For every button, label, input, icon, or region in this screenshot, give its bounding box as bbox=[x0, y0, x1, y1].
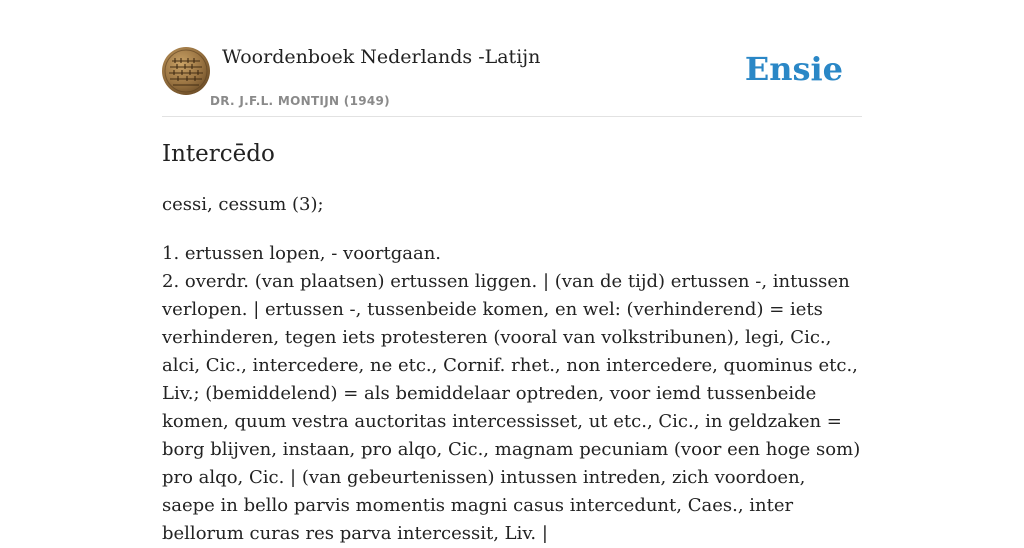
book-author[interactable]: DR. J.F.L. MONTIJN (1949) bbox=[210, 94, 390, 108]
entry-headword: Intercēdo bbox=[162, 141, 275, 167]
page-header bbox=[162, 0, 862, 117]
entry-sense: 1. ertussen lopen, - voortgaan. bbox=[162, 243, 442, 264]
brand-logo[interactable]: Ensie bbox=[744, 50, 843, 88]
entry-sense: 2. overdr. (van plaatsen) ertussen liggen. | (van de tijd) ertussen -, intussen verlopen. | ertussen -, tussenbeide komen, en wel: (verhinderend) = iets verhinderen, tegen iets protesteren (vooral van volkstribunen), legi, Cic., alci, Cic., intercedere, ne etc., Cornif. rhet., non intercedere, quominus etc., Liv.; (bemiddelend) = als bemiddelaar optreden, voor iemd tussenbeide komen, quum vestra auctoritas intercessisset, ut etc., Cic., in geldzaken = borg blijven, instaan, pro alqo, Cic., magnam pecuniam (voor een hoge som) pro alqo, Cic. | (van gebeurtenissen) intussen intreden, zich voordoen, saepe in bello parvis momentis magni casus intercedunt, Caes., inter bellorum curas res parva intercessit, Liv. | bbox=[162, 271, 861, 544]
entry-senses bbox=[162, 240, 862, 548]
book-title[interactable]: Woordenboek Nederlands -Latijn bbox=[222, 46, 541, 68]
book-seal-icon bbox=[162, 47, 210, 95]
entry-forms: cessi, cessum (3); bbox=[162, 194, 324, 215]
page-container bbox=[162, 0, 862, 544]
